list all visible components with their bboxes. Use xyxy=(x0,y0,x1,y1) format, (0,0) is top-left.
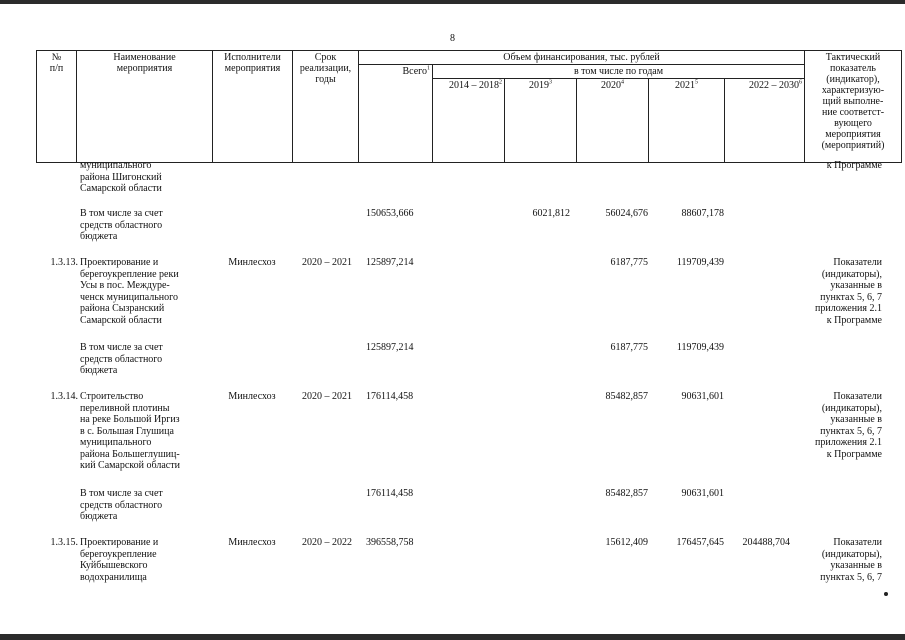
bottom-border xyxy=(0,634,905,640)
measure-name: Строительство переливной плотины на реке Большой Иргиз в с. Большая Глушица муниципального района Большеглушиц- кий Самарской области xyxy=(80,391,180,471)
total-value: 150653,666 xyxy=(366,208,414,219)
table-header xyxy=(36,50,902,163)
total-value: 125897,214 xyxy=(366,257,414,268)
top-border xyxy=(0,0,905,4)
year-2021-value: 176457,645 xyxy=(676,537,724,548)
term: 2020 – 2021 xyxy=(302,257,352,268)
term: 2020 – 2021 xyxy=(302,391,352,402)
term: 2020 – 2022 xyxy=(302,537,352,548)
measure-name: В том числе за счет средств областного бюджета xyxy=(80,488,163,522)
year-2021-value: 90631,601 xyxy=(681,391,724,402)
executor: Минлесхоз xyxy=(228,257,276,268)
measure-name: Проектирование и берегоукрепление Куйбышевского водохранилища xyxy=(80,537,159,583)
year-2021-value: 88607,178 xyxy=(681,208,724,219)
header-year-2020: 2020$^4$ xyxy=(577,79,649,163)
page-number: 8 xyxy=(450,33,455,44)
header-executors: Исполнители мероприятия xyxy=(213,51,293,163)
measure-name: В том числе за счет средств областного бюджета xyxy=(80,208,163,242)
total-value: 396558,758 xyxy=(366,537,414,548)
measure-name: В том числе за счет средств областного бюджета xyxy=(80,342,163,376)
scan-speck xyxy=(884,592,888,596)
year-2021-value: 119709,439 xyxy=(676,342,724,353)
measure-name: муниципального района Шигонский Самарской области xyxy=(80,160,162,194)
header-indicator: Тактический показатель (индикатор), характеризую- щий выполне- ние соответст- вующего мероприятия (мероприятий) xyxy=(805,51,902,163)
year-2020-value: 15612,409 xyxy=(605,537,648,548)
row-id: 1.3.13. xyxy=(50,257,78,268)
year-2020-value: 6187,775 xyxy=(610,257,648,268)
executor: Минлесхоз xyxy=(228,391,276,402)
header-total: Всего$^1$ xyxy=(359,65,433,163)
total-value: 125897,214 xyxy=(366,342,414,353)
header-financing: Объем финансирования, тыс. рублей xyxy=(359,51,805,65)
row-id: 1.3.15. xyxy=(50,537,78,548)
header-year-2021: 2021$^5$ xyxy=(649,79,725,163)
executor: Минлесхоз xyxy=(228,537,276,548)
year-2021-value: 119709,439 xyxy=(676,257,724,268)
year-2020-value: 85482,857 xyxy=(605,391,648,402)
year-2020-value: 6187,775 xyxy=(610,342,648,353)
indicator-text: Показатели (индикаторы), указанные в пунктах 5, 6, 7 xyxy=(820,537,882,583)
year-2020-value: 56024,676 xyxy=(605,208,648,219)
row-id: 1.3.14. xyxy=(50,391,78,402)
header-term: Срок реализации, годы xyxy=(293,51,359,163)
measure-name: Проектирование и берегоукрепление реки Усы в пос. Междуре- ченск муниципального района Сызранский Самарской области xyxy=(80,257,179,326)
header-year-2022-2030: 2022 – 2030$^6$ xyxy=(725,79,805,163)
indicator-text: Показатели (индикаторы), указанные в пунктах 5, 6, 7 приложения 2.1 к Программе xyxy=(815,391,882,460)
indicator-text: к Программе xyxy=(826,160,882,171)
year-2022-2030-value: 204488,704 xyxy=(742,537,790,548)
indicator-text: Показатели (индикаторы), указанные в пунктах 5, 6, 7 приложения 2.1 к Программе xyxy=(815,257,882,326)
header-name: Наименование мероприятия xyxy=(77,51,213,163)
header-number: № п/п xyxy=(37,51,77,163)
year-2019-value: 6021,812 xyxy=(532,208,570,219)
header-year-2019: 2019$^3$ xyxy=(505,79,577,163)
total-value: 176114,458 xyxy=(366,488,414,499)
header-year-2014-2018: 2014 – 2018$^2$ xyxy=(433,79,505,163)
year-2020-value: 85482,857 xyxy=(605,488,648,499)
total-value: 176114,458 xyxy=(366,391,414,402)
year-2021-value: 90631,601 xyxy=(681,488,724,499)
header-by-years: в том числе по годам xyxy=(433,65,805,79)
